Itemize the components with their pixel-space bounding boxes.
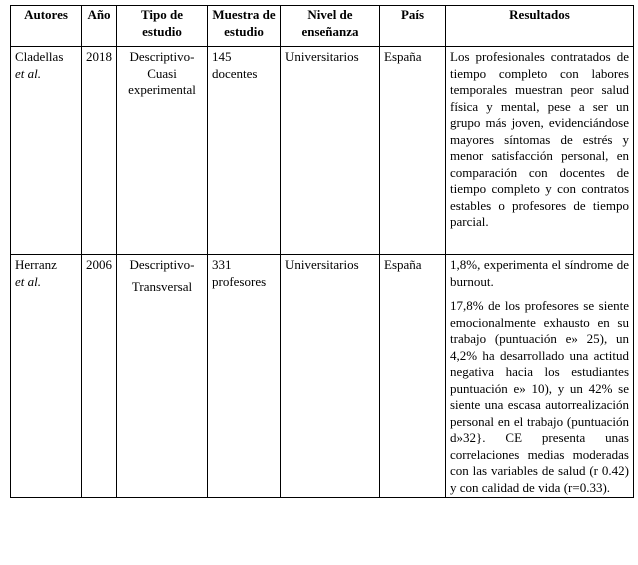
cell-resultados <box>446 47 634 255</box>
author-etal: et al. <box>15 65 41 81</box>
header-autores: Autores <box>11 6 82 47</box>
resultados-paragraph: Los profesionales contratados de tiempo completo con labores temporales muestran peor salud física y mental, pese a ser un grupo más joven, evidenciándose mayores síntomas de estrés y menor satisfacción personal, en comparación con docentes de tiempo completo y con contratos estables o profesores de tiempo parcial. <box>450 49 629 229</box>
author-etal: et al. <box>15 273 41 289</box>
resultados-paragraph: 1,8%, experimenta el síndrome de burnout. <box>450 257 629 289</box>
cell-tipo <box>117 47 208 255</box>
table-row <box>11 47 634 255</box>
header-tipo: Tipo de estudio <box>117 6 208 47</box>
cell-nivel: Universitarios <box>281 255 380 498</box>
cell-ano: 2018 <box>82 47 117 255</box>
resultados-paragraph: 17,8% de los profesores se siente emocionalmente exhausto en su trabajo (puntuación e» 25), un 4,2% ha desarrollado una actitud negativa hacia los estudiantes puntuación e» 10), y un 42% se siente una escasa autorrealización personal en el trabajo (puntuación d»32}. CE presenta unas correlaciones medias moderadas con las variables de salud (r 0.42) y con calidad de vida (r=0.33). <box>450 298 629 495</box>
header-pais: País <box>380 6 446 47</box>
cell-autores <box>11 255 82 498</box>
cell-ano: 2006 <box>82 255 117 498</box>
header-nivel: Nivel de enseñanza <box>281 6 380 47</box>
tipo-line-1: Descriptivo- <box>129 257 195 272</box>
tipo-line-1: Descriptivo- <box>129 49 195 64</box>
tipo-line-2: Transversal <box>131 278 193 294</box>
cell-autores <box>11 47 82 255</box>
cell-tipo <box>117 255 208 498</box>
author-name: Herranz <box>15 257 57 272</box>
header-ano: Año <box>82 6 117 47</box>
cell-resultados <box>446 255 634 498</box>
table-row <box>11 255 634 498</box>
cell-muestra: 145 docentes <box>208 47 281 255</box>
tipo-line-2: Cuasi experimental <box>128 65 196 97</box>
author-name: Cladellas <box>15 49 64 64</box>
cell-muestra: 331 profesores <box>208 255 281 498</box>
cell-pais: España <box>380 47 446 255</box>
header-muestra: Muestra de estudio <box>208 6 281 47</box>
header-resultados: Resultados <box>446 6 634 47</box>
header-row <box>11 6 634 47</box>
cell-nivel: Universitarios <box>281 47 380 255</box>
studies-table <box>10 5 634 498</box>
cell-pais: España <box>380 255 446 498</box>
